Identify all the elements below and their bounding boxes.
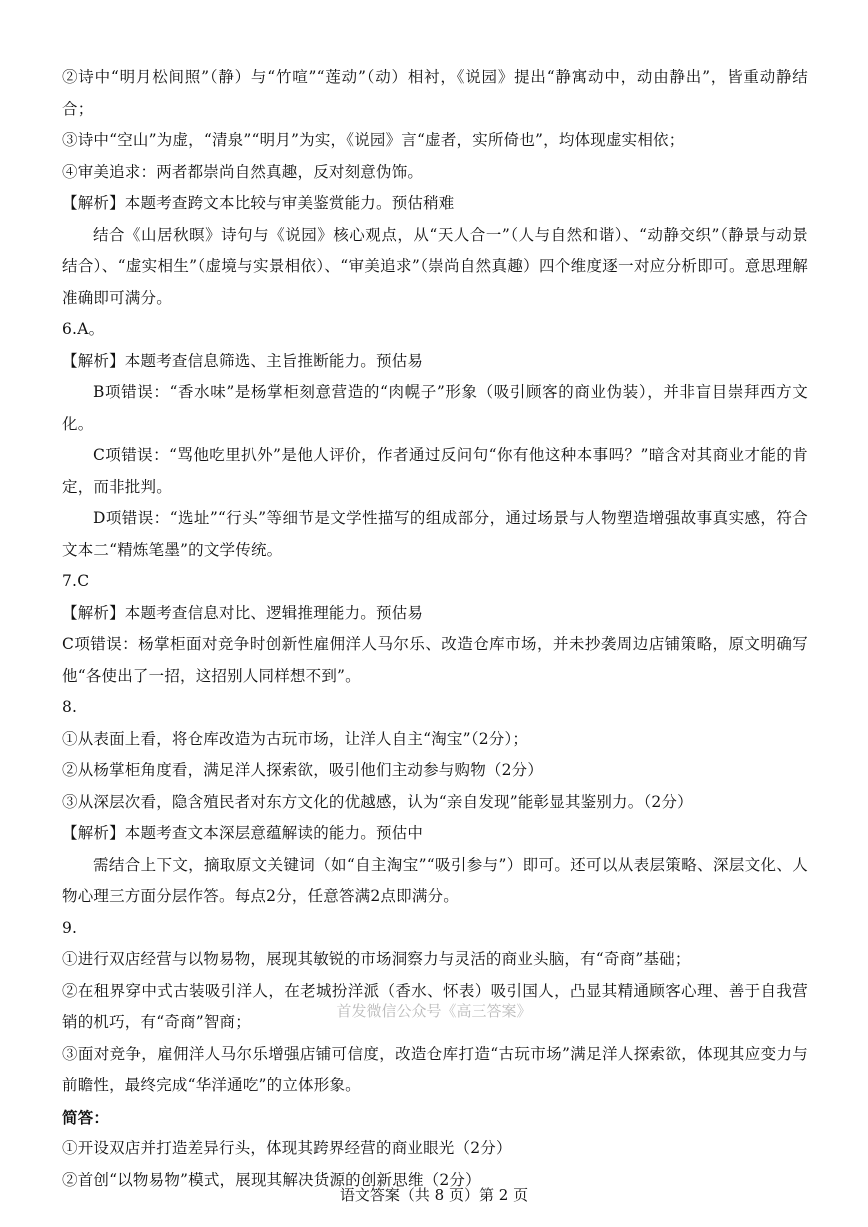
text-line: 6.A。	[62, 320, 105, 338]
text-line: C项错误：“骂他吃里扒外”是他人评价，作者通过反问句“你有他这种本事吗？”暗含对其商业才能的肯定，而非批判。	[62, 446, 808, 496]
text-line: 【解析】本题考查信息对比、逻辑推理能力。预估易	[62, 603, 424, 622]
text-line: 【解析】本题考查跨文本比较与审美鉴赏能力。预估稍难	[62, 194, 455, 212]
text-line: 简答：	[62, 1107, 110, 1127]
text-line: ③诗中“空山”为虚，“清泉”“明月”为实，《说园》言“虚者，实所倚也”，均体现虚实相依；	[62, 131, 685, 149]
text-line: ①进行双店经营与以物易物，展现其敏锐的市场洞察力与灵活的商业头脑，有“奇商”基础；	[62, 950, 691, 968]
text-line: ③面对竞争，雇佣洋人马尔乐增强店铺可信度，改造仓库打造“古玩市场”满足洋人探索欲，体现其应变力与前瞻性，最终完成“华洋通吃”的立体形象。	[62, 1044, 808, 1094]
text-line: ①开设双店并打造差异行头，体现其跨界经营的商业眼光（2分）	[62, 1139, 512, 1157]
text-line: 8.	[62, 698, 78, 716]
text-line: ④审美追求：两者都崇尚自然真趣，反对刻意伪饰。	[62, 162, 424, 181]
text-line: ②诗中“明月松间照”（静）与“竹喧”“莲动”（动）相衬，《说园》提出“静寓动中，动由静出”，皆重动静结合；	[62, 68, 808, 118]
answer-document	[62, 62, 808, 1196]
text-line: ③从深层次看，隐含殖民者对东方文化的优越感，认为“亲自发现”能彰显其鉴别力。（2分）	[62, 792, 693, 811]
text-line: 9.	[62, 918, 78, 937]
text-line: 需结合上下文，摘取原文关键词（如“自主淘宝”“吸引参与”）即可。还可以从表层策略、深层文化、人物心理三方面分层作答。每点2分，任意答满2点即满分。	[62, 855, 808, 905]
text-line: ②从杨掌柜角度看，满足洋人探索欲，吸引他们主动参与购物（2分）	[62, 761, 544, 779]
text-line: ②首创“以物易物”模式，展现其解决货源的创新思维（2分）	[62, 1170, 481, 1189]
text-line: 结合《山居秋暝》诗句与《说园》核心观点，从“天人合一”（人与自然和谐）、“动静交织”（静景与动景结合）、“虚实相生”（虚境与实景相依）、“审美追求”（崇尚自然真趣）四个维度逐一对应分析即可。意思理解准确即可满分。	[62, 225, 808, 307]
text-line: C项错误：杨掌柜面对竞争时创新性雇佣洋人马尔乐、改造仓库市场，并未抄袭周边店铺策略，原文明确写他“各使出了一招，这招别人同样想不到”。	[62, 635, 808, 685]
text-line: D项错误：“选址”“行头”等细节是文学性描写的组成部分，通过场景与人物塑造增强故事真实感，符合文本二“精炼笔墨”的文学传统。	[62, 509, 808, 559]
text-line: 【解析】本题考查文本深层意蕴解读的能力。预估中	[62, 824, 424, 842]
page-footer: 语文答案（共 8 页）第 2 页	[339, 1186, 529, 1204]
text-line: ①从表面上看，将仓库改造为古玩市场，让洋人自主“淘宝”（2分）；	[62, 729, 529, 748]
text-line: 【解析】本题考查信息筛选、主旨推断能力。预估易	[62, 351, 424, 370]
text-line: 7.C	[62, 572, 90, 590]
watermark-text: 首发微信公众号《高三答案》	[336, 1002, 532, 1020]
text-line: B项错误：“香水味”是杨掌柜刻意营造的“肉幌子”形象（吸引顾客的商业伪装），并非盲目崇拜西方文化。	[62, 383, 808, 433]
text-line: ②在租界穿中式古装吸引洋人，在老城扮洋派（香水、怀表）吸引国人，凸显其精通顾客心理、善于自我营销的机巧，有“奇商”智商；	[62, 981, 808, 1031]
